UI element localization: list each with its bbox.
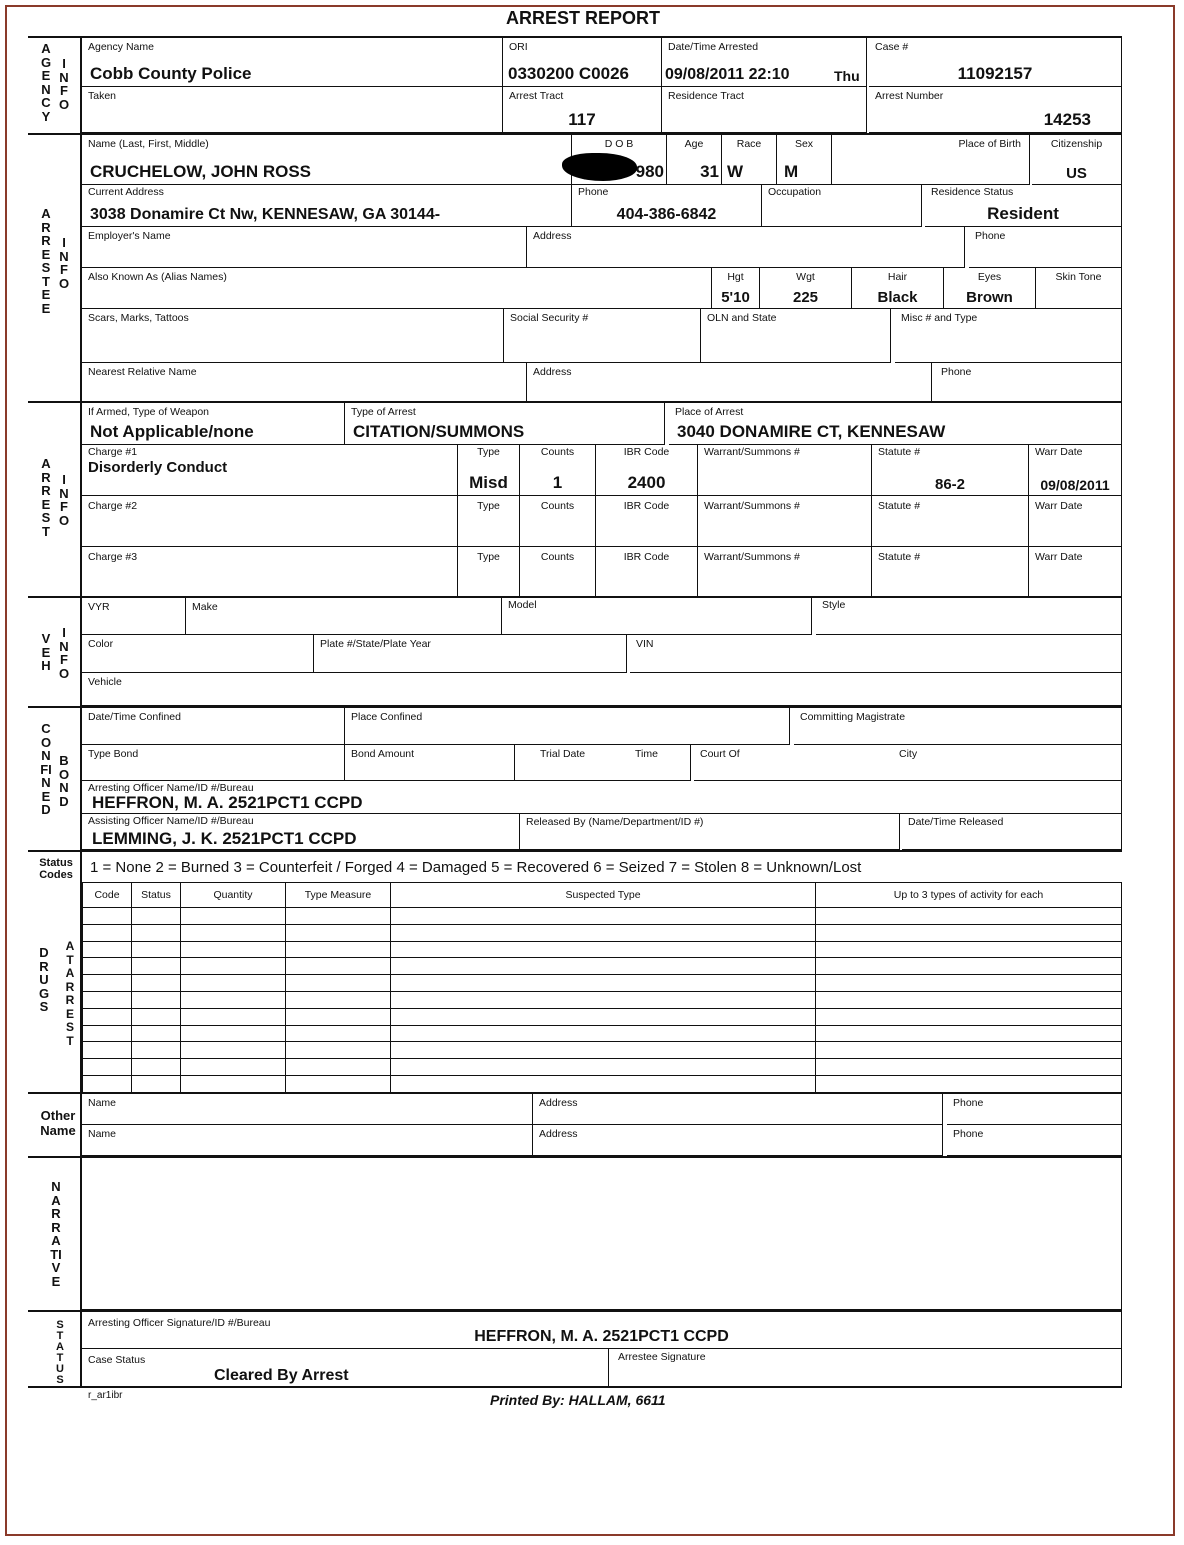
- narrative-section: [28, 1156, 1122, 1310]
- charge-row-2: [82, 496, 1122, 547]
- arrest-number-cell[interactable]: Arrest Number 14253: [869, 87, 1122, 133]
- status-section: [28, 1310, 1122, 1388]
- trial-date-cell[interactable]: Trial Date Time: [515, 745, 691, 781]
- date-released-cell[interactable]: Date/Time Released: [902, 814, 1122, 850]
- occupation-cell[interactable]: Occupation: [762, 185, 922, 227]
- current-address-cell[interactable]: Current Address 3038 Donamire Ct Nw, KENNESAW, GA 30144-: [82, 185, 572, 227]
- vehicle-section: [28, 596, 1122, 706]
- arrestee-name: CRUCHELOW, JOHN ROSS: [90, 162, 312, 181]
- charge-2-cell[interactable]: Charge #2: [82, 496, 458, 547]
- arrest-number: 14253: [1043, 110, 1091, 129]
- charge-1-statute[interactable]: Statute # 86-2: [872, 445, 1029, 496]
- oln-cell[interactable]: OLN and State: [701, 309, 891, 363]
- misc-cell[interactable]: Misc # and Type: [895, 309, 1122, 363]
- arrest-tract: 117: [568, 110, 596, 129]
- agency-section: [28, 36, 1122, 133]
- arrest-section: [28, 401, 1122, 597]
- charge-3-warrant[interactable]: Warrant/Summons #: [698, 547, 872, 597]
- weight-cell[interactable]: Wgt 225: [760, 268, 852, 309]
- race-cell[interactable]: Race W: [722, 135, 777, 185]
- other-name-section: [28, 1092, 1122, 1156]
- other-phone-1[interactable]: Phone: [947, 1094, 1122, 1125]
- relative-phone-cell[interactable]: Phone: [935, 363, 1122, 403]
- arrest-type: CITATION/SUMMONS: [353, 422, 525, 441]
- plate-cell[interactable]: Plate #/State/Plate Year: [314, 635, 627, 673]
- bond-side-label: BOND: [58, 753, 70, 809]
- other-name-2[interactable]: Name: [82, 1125, 533, 1156]
- bond-amount-cell[interactable]: Bond Amount: [345, 745, 515, 781]
- drugs-side-label: DRUGS: [38, 945, 50, 1014]
- arrestee-name-cell[interactable]: Name (Last, First, Middle) CRUCHELOW, JOHN ROSS: [82, 135, 572, 185]
- magistrate-cell[interactable]: Committing Magistrate: [794, 708, 1122, 745]
- charge-2-type[interactable]: Type: [458, 496, 520, 547]
- court-cell[interactable]: Court Of City: [694, 745, 1122, 781]
- current-address: 3038 Donamire Ct Nw, KENNESAW, GA 30144-: [90, 206, 441, 223]
- assisting-officer: LEMMING, J. K. 2521PCT1 CCPD: [92, 829, 357, 848]
- vyr-cell[interactable]: VYR: [82, 598, 186, 635]
- arrestee-info-side-label: INFO: [58, 235, 70, 291]
- place-of-arrest-cell[interactable]: Place of Arrest 3040 DONAMIRE CT, KENNESAW: [669, 403, 1122, 445]
- other-address-2[interactable]: Address: [533, 1125, 943, 1156]
- drug-measure-header: Type Measure: [286, 883, 391, 908]
- narrative-text-area[interactable]: [82, 1158, 1122, 1310]
- table-row[interactable]: [83, 991, 1122, 1008]
- date-arrested-cell[interactable]: Date/Time Arrested 09/08/2011 22:10 Thu: [662, 38, 867, 87]
- agency-side-label: AGENCY: [40, 41, 52, 124]
- released-by-cell[interactable]: Released By (Name/Department/ID #): [520, 814, 900, 850]
- agency-name-cell[interactable]: Agency Name Cobb County Police: [82, 38, 503, 87]
- case-number-cell[interactable]: Case # 11092157: [869, 38, 1122, 87]
- employer-phone-cell[interactable]: Phone: [969, 227, 1122, 268]
- table-row[interactable]: [83, 908, 1122, 925]
- employer-address-cell[interactable]: Address: [527, 227, 965, 268]
- ori-value: 0330200 C0026: [508, 64, 630, 83]
- form-id: r_ar1ibr: [88, 1390, 123, 1401]
- charge-2-ibr[interactable]: IBR Code: [596, 496, 698, 547]
- relative-address-cell[interactable]: Address: [527, 363, 932, 403]
- charge-3-ibr[interactable]: IBR Code: [596, 547, 698, 597]
- agency-name: Cobb County Police: [90, 64, 252, 83]
- charge-row-3: [82, 547, 1122, 597]
- vin-cell[interactable]: VIN: [630, 635, 1122, 673]
- ori-cell[interactable]: ORI 0330200 C0026: [503, 38, 662, 87]
- residence-status: Resident: [987, 204, 1059, 223]
- eyes-value: Brown: [966, 289, 1013, 306]
- table-row[interactable]: [83, 975, 1122, 992]
- relative-cell[interactable]: Nearest Relative Name: [82, 363, 527, 403]
- drug-activity-header: Up to 3 types of activity for each: [816, 883, 1122, 908]
- table-row[interactable]: [83, 924, 1122, 941]
- alias-cell[interactable]: Also Known As (Alias Names): [82, 268, 712, 309]
- employer-cell[interactable]: Employer's Name: [82, 227, 527, 268]
- case-status: Cleared By Arrest: [214, 1367, 349, 1384]
- phone-value: 404-386-6842: [616, 206, 717, 223]
- bond-type-cell[interactable]: Type Bond: [82, 745, 345, 781]
- charge-2-date[interactable]: Warr Date: [1029, 496, 1122, 547]
- ssn-cell[interactable]: Social Security #: [504, 309, 701, 363]
- vehicle-info-side-label: INFO: [58, 625, 70, 681]
- status-codes-label: Status Codes: [39, 857, 73, 881]
- vehicle-side-label: VEH: [41, 631, 51, 673]
- arrest-type-cell[interactable]: Type of Arrest CITATION/SUMMONS: [345, 403, 665, 445]
- charge-3-statute[interactable]: Statute #: [872, 547, 1029, 597]
- arrestee-signature-cell[interactable]: Arrestee Signature: [612, 1349, 1122, 1388]
- model-cell[interactable]: Model: [502, 598, 812, 635]
- residence-status-cell[interactable]: Residence Status Resident: [925, 185, 1122, 227]
- arresting-officer: HEFFRON, M. A. 2521PCT1 CCPD: [92, 793, 363, 812]
- charge-3-type[interactable]: Type: [458, 547, 520, 597]
- charge-1-cell[interactable]: Charge #1 Disorderly Conduct: [82, 445, 458, 496]
- narrative-side-label: NARRATIVE: [50, 1179, 62, 1289]
- skin-tone-cell[interactable]: Skin Tone: [1036, 268, 1122, 309]
- case-number: 11092157: [957, 64, 1033, 83]
- status-codes-text: 1 = None 2 = Burned 3 = Counterfeit / Forged 4 = Damaged 5 = Recovered 6 = Seized 7 = Stolen 8 = Unknown/Lost: [90, 859, 862, 876]
- height-cell[interactable]: Hgt 5'10: [712, 268, 760, 309]
- charge-1-value: Disorderly Conduct: [88, 459, 228, 476]
- arrest-info-side-label: INFO: [58, 472, 70, 528]
- age-cell[interactable]: Age 31: [667, 135, 722, 185]
- table-row[interactable]: [83, 1008, 1122, 1025]
- scars-cell[interactable]: Scars, Marks, Tattoos: [82, 309, 504, 363]
- dob-cell[interactable]: D O B 980: [572, 135, 667, 185]
- age-value: 31: [700, 162, 719, 181]
- place-of-birth-cell[interactable]: Place of Birth: [832, 135, 1030, 185]
- hair-value: Black: [877, 289, 918, 306]
- height-value: 5'10: [721, 289, 750, 306]
- weapon-value: Not Applicable/none: [90, 422, 254, 441]
- race-value: W: [727, 162, 744, 181]
- color-cell[interactable]: Color: [82, 635, 314, 673]
- taken-cell[interactable]: Taken: [82, 87, 503, 133]
- table-row[interactable]: [83, 1025, 1122, 1042]
- report-title: ARREST REPORT: [505, 8, 660, 28]
- other-address-1[interactable]: Address: [533, 1094, 943, 1125]
- sex-value: M: [784, 162, 799, 181]
- weapon-cell[interactable]: If Armed, Type of Weapon Not Applicable/none: [82, 403, 345, 445]
- confined-side-label: CONFINED: [40, 721, 52, 817]
- weight-value: 225: [792, 289, 819, 306]
- drug-type-header: Suspected Type: [391, 883, 816, 908]
- table-row[interactable]: [83, 1075, 1122, 1092]
- printed-by: Printed By: HALLAM, 6611: [490, 1392, 666, 1408]
- arrestee-side-label: ARRESTEE: [41, 206, 51, 316]
- charge-2-counts[interactable]: Counts: [520, 496, 596, 547]
- officer-signature-cell[interactable]: Arresting Officer Signature/ID #/Bureau HEFFRON, M. A. 2521PCT1 CCPD: [82, 1312, 1122, 1349]
- citizenship-cell[interactable]: Citizenship US: [1032, 135, 1122, 185]
- table-row[interactable]: [83, 1059, 1122, 1076]
- arrest-tract-cell[interactable]: Arrest Tract 117: [503, 87, 662, 133]
- status-side-label: STATUS: [56, 1319, 64, 1386]
- confined-section: [28, 706, 1122, 850]
- hair-cell[interactable]: Hair Black: [852, 268, 944, 309]
- eyes-cell[interactable]: Eyes Brown: [944, 268, 1036, 309]
- residence-tract-cell[interactable]: Residence Tract: [662, 87, 867, 133]
- drug-code-header: Code: [83, 883, 132, 908]
- at-arrest-side-label: AT ARREST: [65, 939, 77, 1048]
- charge-row-1: [82, 445, 1122, 496]
- charge-3-counts[interactable]: Counts: [520, 547, 596, 597]
- other-name-1[interactable]: Name: [82, 1094, 533, 1125]
- assisting-officer-cell[interactable]: Assisting Officer Name/ID #/Bureau LEMMING, J. K. 2521PCT1 CCPD: [82, 814, 520, 850]
- table-row[interactable]: [83, 941, 1122, 958]
- charge-3-date[interactable]: Warr Date: [1029, 547, 1122, 597]
- date-confined-cell[interactable]: Date/Time Confined: [82, 708, 345, 745]
- drug-status-header: Status: [132, 883, 181, 908]
- make-cell[interactable]: Make: [186, 598, 502, 635]
- phone-cell[interactable]: Phone 404-386-6842: [572, 185, 762, 227]
- table-row[interactable]: [83, 1042, 1122, 1059]
- table-row[interactable]: [83, 958, 1122, 975]
- other-name-label: Other Name: [40, 1108, 76, 1138]
- charge-1-counts[interactable]: Counts 1: [520, 445, 596, 496]
- drug-quantity-header: Quantity: [181, 883, 286, 908]
- charge-1-warrant[interactable]: Warrant/Summons #: [698, 445, 872, 496]
- style-cell[interactable]: Style: [816, 598, 1122, 635]
- agency-info-side-label: INFO: [58, 56, 70, 112]
- arresting-officer-cell[interactable]: Arresting Officer Name/ID #/Bureau HEFFRON, M. A. 2521PCT1 CCPD: [82, 781, 1122, 814]
- dob-value: 980: [635, 162, 664, 181]
- case-status-cell[interactable]: Case Status Cleared By Arrest: [82, 1349, 609, 1388]
- vehicle-cell[interactable]: Vehicle: [82, 673, 1122, 706]
- sex-cell[interactable]: Sex M: [777, 135, 832, 185]
- drugs-table: [82, 882, 1122, 1093]
- citizenship-value: US: [1066, 165, 1087, 182]
- arrest-side-label: ARREST: [41, 456, 51, 539]
- charge-2-warrant[interactable]: Warrant/Summons #: [698, 496, 872, 547]
- charge-3-cell[interactable]: Charge #3: [82, 547, 458, 597]
- date-arrested: 09/08/2011 22:10: [665, 66, 790, 83]
- charge-1-type[interactable]: Type Misd: [458, 445, 520, 496]
- other-phone-2[interactable]: Phone: [947, 1125, 1122, 1156]
- drugs-header-row: [83, 883, 1122, 908]
- place-confined-cell[interactable]: Place Confined: [345, 708, 790, 745]
- day-of-week: Thu: [834, 68, 860, 84]
- officer-signature: HEFFRON, M. A. 2521PCT1 CCPD: [474, 1328, 729, 1345]
- charge-1-ibr[interactable]: IBR Code 2400: [596, 445, 698, 496]
- place-of-arrest: 3040 DONAMIRE CT, KENNESAW: [677, 422, 946, 441]
- charge-2-statute[interactable]: Statute #: [872, 496, 1029, 547]
- charge-1-date[interactable]: Warr Date 09/08/2011: [1029, 445, 1122, 496]
